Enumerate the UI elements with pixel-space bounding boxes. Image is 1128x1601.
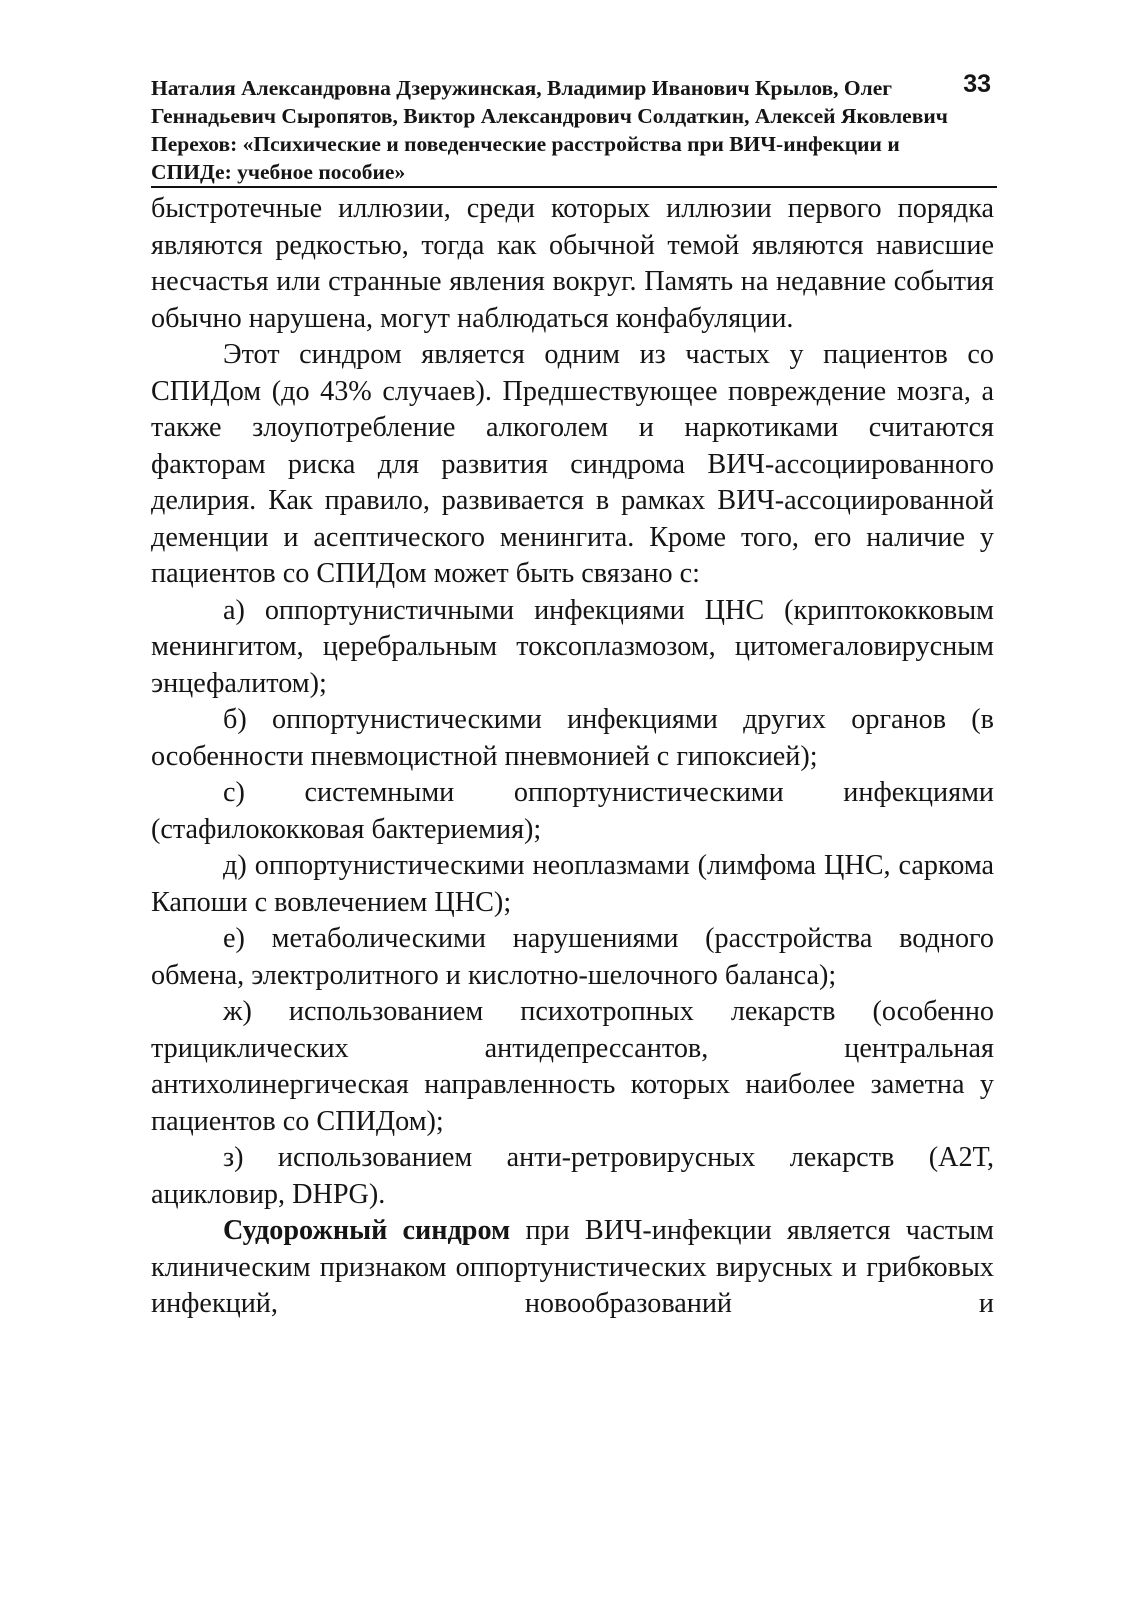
page-number: 33: [963, 70, 991, 98]
list-item-d: д) оппортунистическими неоплазмами (лимфома ЦНС, саркома Капоши с вовлечением ЦНС);: [151, 850, 994, 918]
list-item-b: б) оппортунистическими инфекциями других органов (в особенности пневмоцистной пневмонией с гипоксией);: [151, 704, 994, 772]
seizure-syndrome-text: при ВИЧ-инфекции является частым клиническим признаком оппортунистических вирусных и грибковых инфекций, новообразований и: [151, 1215, 994, 1319]
paragraph-continuation: быстротечные иллюзии, среди которых иллюзии первого порядка являются редкостью, тогда как обычной темой являются нависшие несчастья или странные явления вокруг. Память на недавние события обычно нарушена, могут наблюдаться конфабуляции.: [151, 193, 994, 334]
list-item-zh: ж) использованием психотропных лекарств (особенно трициклических антидепрессантов, центральная антихолинергическая направленность которых наиболее заметна у пациентов со СПИДом);: [151, 996, 994, 1137]
body-text: [151, 191, 994, 1323]
list-item-e: е) метаболическими нарушениями (расстройства водного обмена, электролитного и кислотно-шелочного баланса);: [151, 923, 994, 991]
paragraph-seizure-syndrome: [151, 1213, 994, 1323]
paragraph-syndrome: Этот синдром является одним из частых у пациентов со СПИДом (до 43% случаев). Предшествующее повреждение мозга, а также злоупотребление алкоголем и наркотиками считаются факторам риска для развития синдрома ВИЧ-ассоциированного делирия. Как правило, развивается в рамках ВИЧ-ассоциированной деменции и асептического менингита. Кроме того, его наличие у пациентов со СПИДом может быть связано с:: [151, 339, 994, 589]
list-item-z: з) использованием анти-ретровирусных лекарств (А2Т, ацикловир, DHPG).: [151, 1142, 994, 1210]
running-header: [151, 70, 997, 186]
seizure-syndrome-term: Судорожный синдром: [223, 1215, 511, 1246]
list-item-c: с) системными оппортунистическими инфекциями (стафилококковая бактериемия);: [151, 777, 994, 845]
running-title: Наталия Александровна Дзеружинская, Владимир Иванович Крылов, Олег Геннадьевич Сыропятов, Виктор Александрович Солдаткин, Алексей Яковлевич Перехов: «Психические и поведенческие расстройства при ВИЧ-инфекции и СПИДе: учебное пособие»: [151, 76, 948, 184]
header-divider: [151, 186, 997, 188]
list-item-a: а) оппортунистичными инфекциями ЦНС (криптококковым менингитом, церебральным токсоплазмозом, цитомегаловирусным энцефалитом);: [151, 594, 994, 699]
